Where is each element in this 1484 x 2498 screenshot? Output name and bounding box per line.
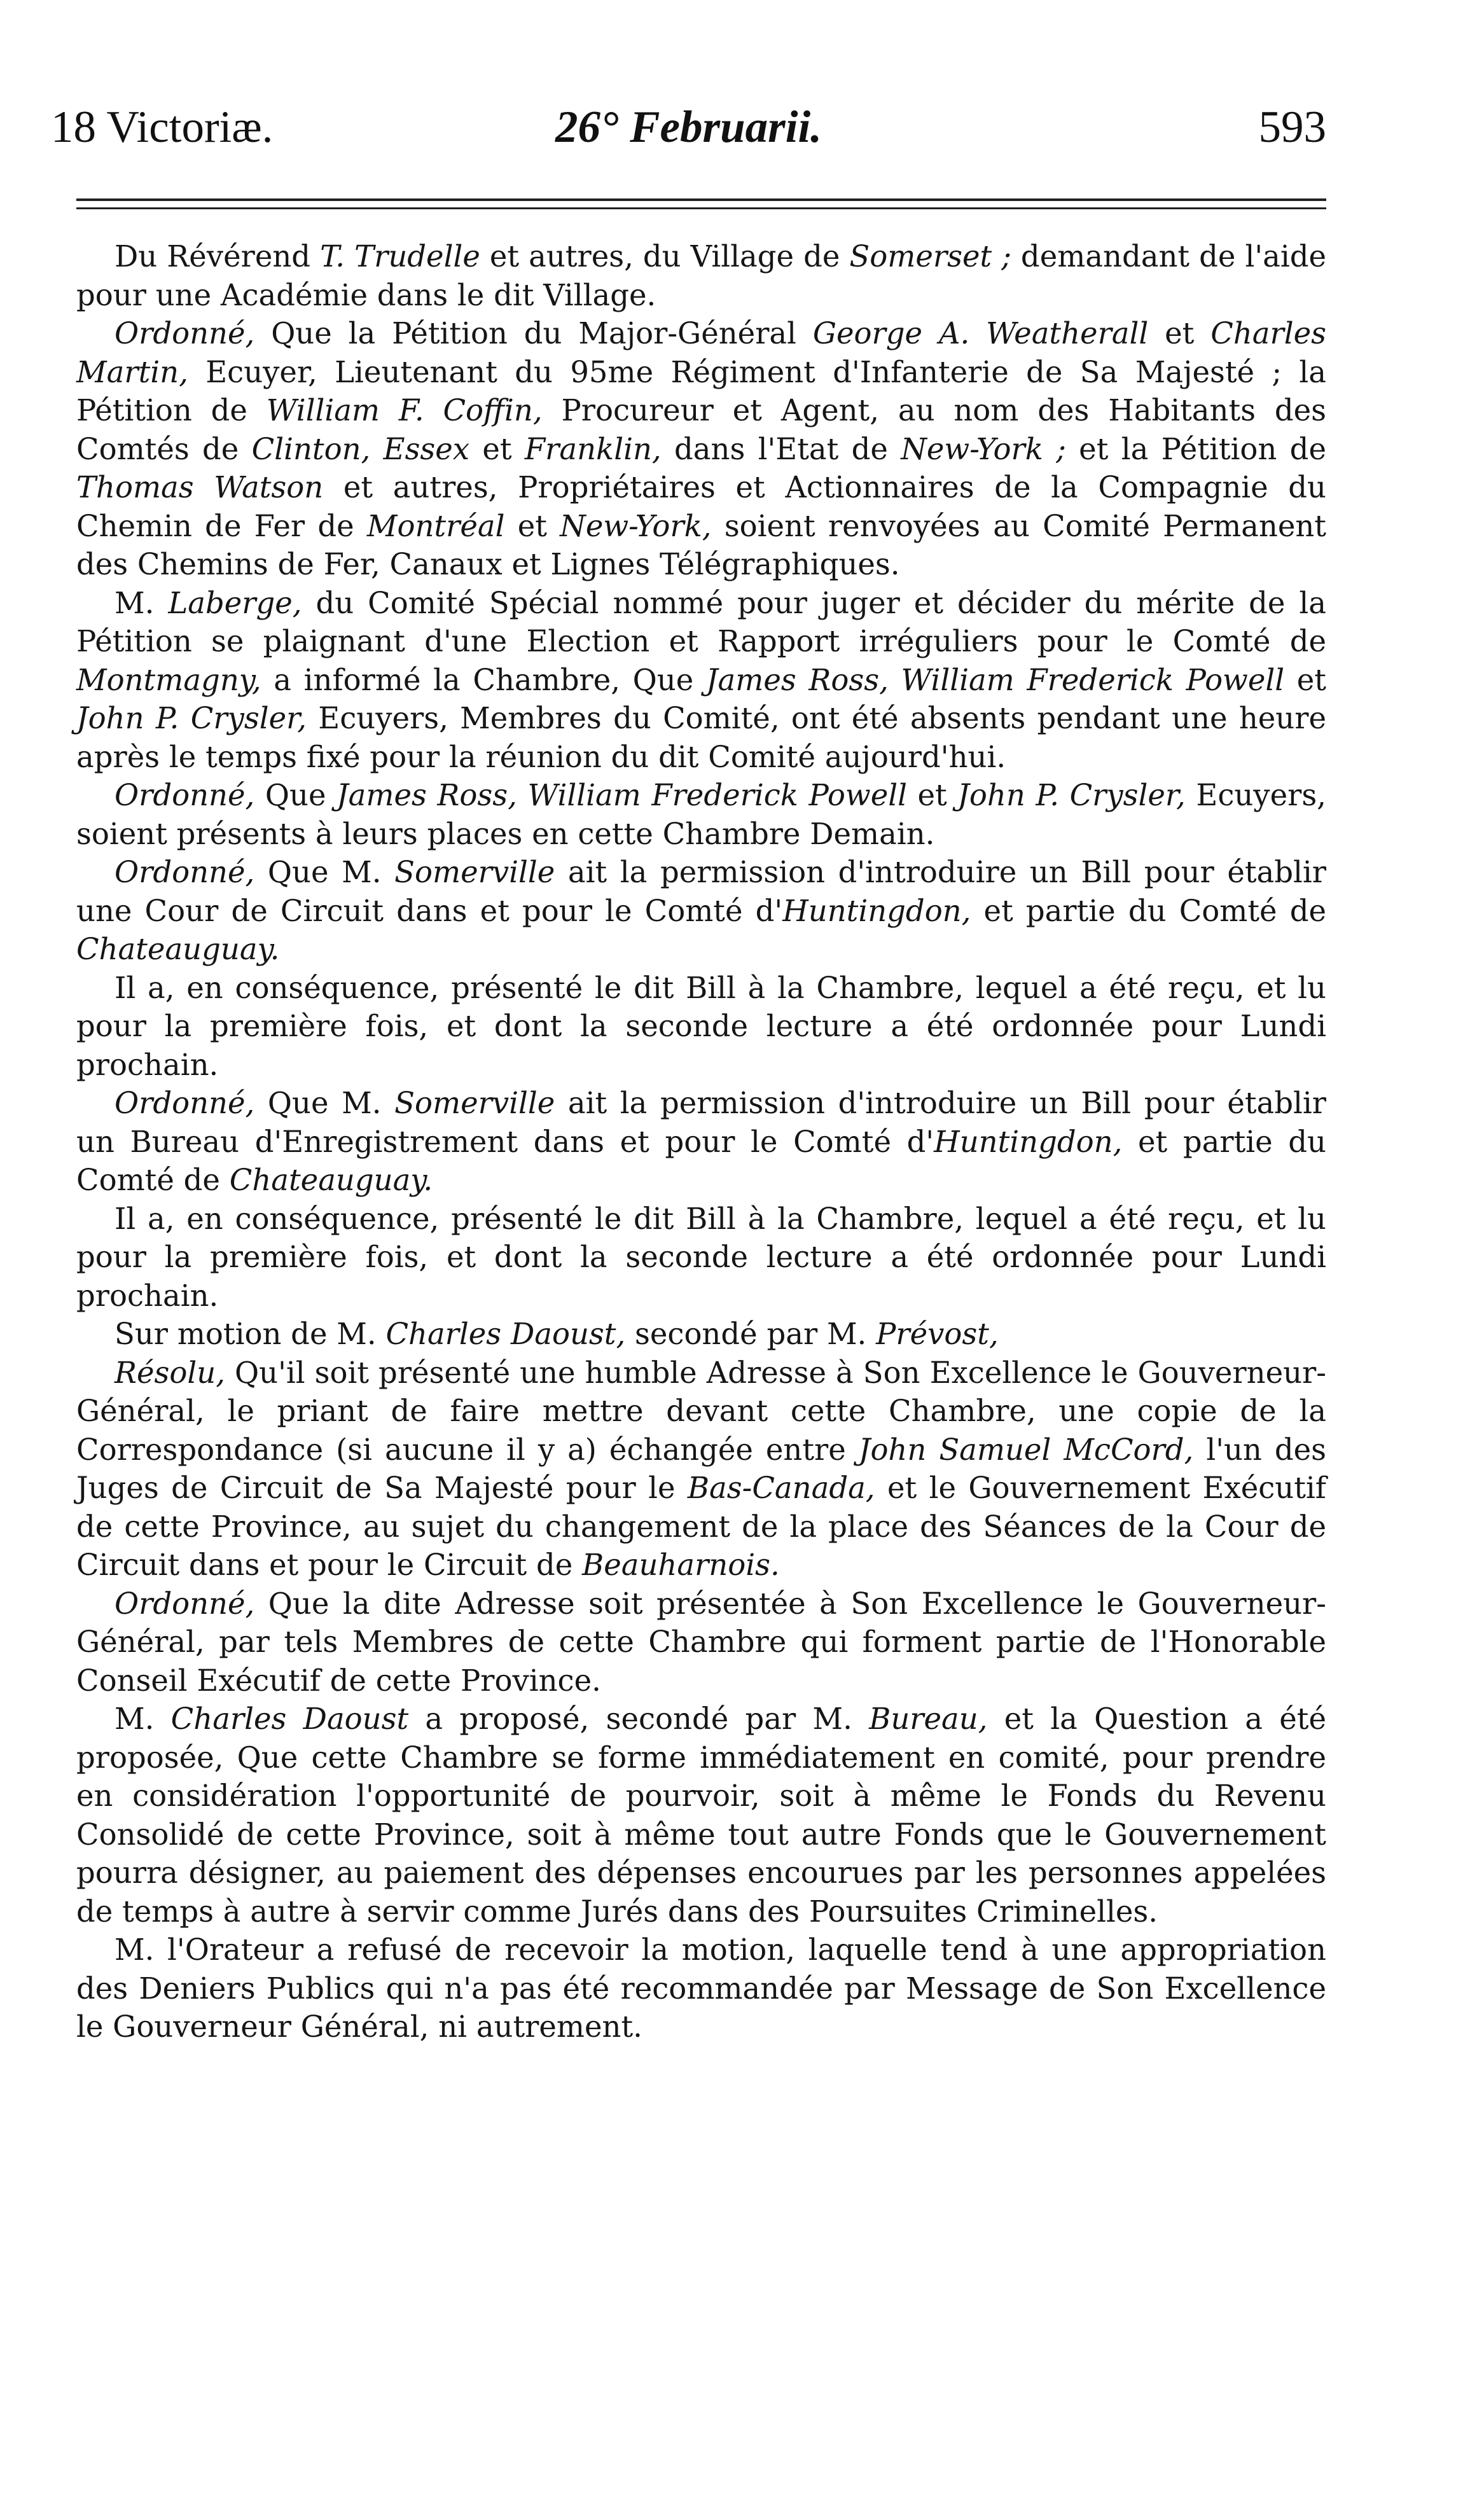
text-run: secondé par M. [625, 1317, 877, 1351]
italic-name: Bas-Canada, [687, 1471, 875, 1505]
italic-name: Beauharnois. [582, 1548, 780, 1582]
text-run: et la Pétition de [1065, 431, 1326, 466]
header-regnal-year: 18 Victoriæ. [51, 102, 274, 152]
text-run: Sur motion de M. [114, 1317, 386, 1351]
text-run: et partie du Comté de [76, 1124, 1326, 1197]
text-run: Ecuyers, Membres du Comité, ont été absents pendant une heure après le temps fixé pour la réunion du dit Comité aujourd'hui. [76, 701, 1326, 774]
text-run: et la Question a été proposée, Que cette Chambre se forme immédiatement en comité, pour prendre en considération l'opportunité de pourvoir, soit à même le Fonds du Revenu Consolidé de cette Province, soit à même tout autre Fonds que le Gouvernement pourra désigner, au paiement des dépenses encourues par les personnes appelées de temps à autre à servir comme Jurés dans des Poursuites Criminelles. [76, 1702, 1326, 1929]
header-date: 26° Februarii. [555, 102, 822, 152]
text-run: et [1148, 316, 1211, 350]
text-run: Procureur et Agent, au nom des Habitants des Comtés de [76, 393, 1327, 466]
italic-name: Clinton, Essex [251, 431, 470, 466]
italic-name: Charles Daoust [170, 1702, 409, 1736]
text-run: Que la dite Adresse soit présentée à Son Excellence le Gouverneur-Général, par tels Membres de cette Chambre qui forment partie de l'Honorable Conseil Exécutif de cette Province. [76, 1586, 1326, 1698]
paragraph [76, 1354, 1326, 1585]
text-run: demandant de l'aide pour une Académie dans le dit Village. [76, 239, 1326, 312]
text-run: et autres, du Village de [480, 239, 850, 274]
text-run: et autres, Propriétaires et Actionnaires de la Compagnie du Chemin de Fer de [76, 470, 1327, 543]
italic-name: Ordonné, [114, 855, 255, 889]
italic-name: Huntingdon, [934, 1124, 1123, 1159]
paragraph [76, 584, 1326, 777]
italic-name: Résolu, [114, 1355, 225, 1390]
italic-name: James Ross, William Frederick Powell [705, 662, 1285, 697]
italic-name: Montréal [366, 508, 505, 543]
italic-name: George A. Weatherall [812, 316, 1149, 350]
italic-name: T. Trudelle [320, 239, 480, 274]
header-rule-thin [76, 207, 1326, 209]
italic-name: Charles Daoust, [385, 1317, 626, 1351]
text-run: Que [254, 778, 337, 812]
paragraph [76, 314, 1326, 584]
paragraph [76, 1700, 1326, 1931]
italic-name: John P. Crysler, [76, 701, 307, 735]
text-run: Il a, en conséquence, présenté le dit Bill à la Chambre, lequel a été reçu, et lu pour la première fois, et dont la seconde lecture a été ordonnée pour Lundi prochain. [76, 970, 1326, 1082]
italic-name: Franklin, [524, 431, 662, 466]
italic-name: Somerville [394, 855, 555, 889]
header-rule-thick [76, 198, 1326, 201]
text-run: et [1284, 662, 1326, 697]
text-run: Ecuyer, Lieutenant du 95me Régiment d'Infanterie de Sa Majesté ; la Pétition de [76, 354, 1326, 427]
paragraph [76, 1931, 1326, 2046]
text-run: Que M. [254, 1086, 395, 1120]
page-number: 593 [1258, 102, 1326, 152]
text-run: Ecuyers, soient présents à leurs places en cette Chambre Demain. [76, 778, 1326, 851]
italic-name: Ordonné, [114, 316, 255, 350]
paragraph [76, 1585, 1326, 1700]
text-run: Que M. [254, 855, 395, 889]
italic-name: Thomas Watson [76, 470, 324, 504]
paragraph [76, 237, 1326, 314]
italic-name: William F. Coffin, [266, 393, 543, 427]
text-run: et [469, 431, 525, 466]
italic-name: Huntingdon, [782, 893, 971, 928]
text-run: ait la permission d'introduire un Bill pour établir une Cour de Circuit dans et pour le Comté d' [76, 855, 1327, 928]
text-run: a proposé, secondé par M. [408, 1702, 870, 1736]
text-run: et [906, 778, 958, 812]
italic-name: Ordonné, [114, 1586, 255, 1621]
paragraph [76, 1315, 1326, 1354]
running-header [51, 95, 1326, 159]
italic-name: Montmagny, [76, 662, 261, 697]
text-run: Qu'il soit présenté une humble Adresse à Son Excellence le Gouverneur-Général, le priant de faire mettre devant cette Chambre, une copie de la Correspondance (si aucune il y a) échangée entre [76, 1355, 1326, 1467]
text-run: M. [114, 585, 169, 620]
paragraph [76, 1200, 1326, 1315]
text-run: l'un des Juges de Circuit de Sa Majesté pour le [76, 1432, 1327, 1505]
text-run: M. [114, 1702, 171, 1736]
italic-name: Chateauguay. [229, 1163, 433, 1197]
italic-name: Ordonné, [114, 1086, 255, 1120]
text-run: Il a, en conséquence, présenté le dit Bill à la Chambre, lequel a été reçu, et lu pour la première fois, et dont la seconde lecture a été ordonnée pour Lundi prochain. [76, 1201, 1326, 1313]
text-run: et [504, 508, 560, 543]
text-run: du Comité Spécial nommé pour juger et décider du mérite de la Pétition se plaignant d'une Election et Rapport irréguliers pour le Comté de [76, 585, 1326, 658]
italic-name: Laberge, [168, 585, 302, 620]
italic-name: Prévost, [876, 1317, 999, 1351]
body-text [76, 237, 1326, 2046]
text-run: Que la Pétition du Major-Général [254, 316, 813, 350]
italic-name: Chateauguay. [76, 932, 280, 966]
text-run: dans l'Etat de [661, 431, 901, 466]
text-run: ait la permission d'introduire un Bill pour établir un Bureau d'Enregistrement dans et pour le Comté d' [76, 1086, 1327, 1159]
text-run: M. l'Orateur a refusé de recevoir la motion, laquelle tend à une appropriation des Deniers Publics qui n'a pas été recommandée par Message de Son Excellence le Gouverneur Général, ni autrement. [76, 1932, 1326, 2044]
italic-name: Ordonné, [114, 778, 255, 812]
paragraph [76, 853, 1326, 969]
italic-name: New-York, [560, 508, 712, 543]
italic-name: Somerset ; [849, 239, 1011, 274]
text-run: soient renvoyées au Comité Permanent des Chemins de Fer, Canaux et Lignes Télégraphiques. [76, 508, 1326, 581]
italic-name: John P. Crysler, [957, 778, 1186, 812]
italic-name: Somerville [394, 1086, 555, 1120]
italic-name: James Ross, William Frederick Powell [336, 778, 907, 812]
paragraph [76, 776, 1326, 853]
text-run: a informé la Chambre, Que [261, 662, 706, 697]
paragraph [76, 1084, 1326, 1200]
text-run: et partie du Comté de [971, 893, 1326, 928]
italic-name: Bureau, [869, 1702, 988, 1736]
italic-name: New-York ; [901, 431, 1066, 466]
text-run: Du Révérend [114, 239, 321, 274]
italic-name: John Samuel McCord, [858, 1432, 1194, 1467]
paragraph [76, 969, 1326, 1085]
text-run: et le Gouvernement Exécutif de cette Province, au sujet du changement de la place des Séances de la Cour de Circuit dans et pour le Circuit de [76, 1471, 1326, 1582]
italic-name: Charles Martin, [76, 316, 1326, 389]
